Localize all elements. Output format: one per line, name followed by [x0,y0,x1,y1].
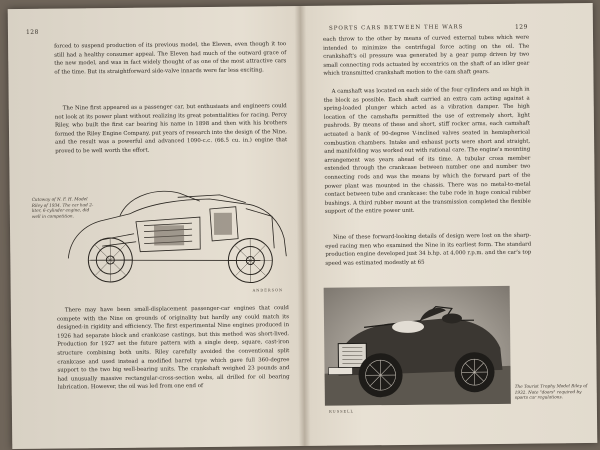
right-page [305,3,598,446]
left-paragraph-1: forced to suspend production of its previous model, the Eleven, even though it too still had a healthy consumer appeal. The Eleven had much of the outward grace of the new model, and was in fact widely thought of as one of the most attractive cars of the time. But its straightforward side-valve innards were far less exciting. [54,41,287,76]
right-photo-caption: The Tourist Trophy Model Riley of 1932. Note "doors" required by sports car regulations. [514,383,588,400]
right-page-number: 129 [514,23,528,31]
right-photo-credit: RUSSELL [328,409,354,414]
left-illustration-credit: ANDERSON [252,288,284,293]
right-paragraph-1: each throw to the other by means of curved external tubes which were intended to minimize the centrifugal force acting on the oil. The crankshaft's oil pressure was generated by a gear pump driven by two small connecting rods actuated by eccentrics on the shaft of an idler gear which transmitted crankshaft motion to the cam shaft gears. [323,34,530,78]
left-page-number: 128 [25,28,39,36]
left-paragraph-2: The Nine first appeared as a passenger car, but enthusiasts and engineers could not look at its power plant without realizing its great potentialities for racing. Percy Riley, who built the first car bearing his name in 1898 and then with his brothers formed the Riley Engine Company, put years of research into the design of the Nine, and the result was a powerful and advanced 1090-c.c. (66.5 cu. in.) engine that proved to be well worth the effort. [54,103,288,155]
book-spread [8,3,598,449]
right-paragraph-2: A camshaft was located on each side of the four cylinders and as high in the block as possible. Each shaft carried an extra cam acting against a spring-loaded plunger which acted as a vibration damper. The high location of the camshafts permitted the use of extremely short, light pushrods. By means of these and short, stiff rocker arms, each camshaft actuated a bank of 90-degree V-inclined valves seated in hemispherical combustion chambers. Intake and exhaust ports were short and straight, and manifolding was worked out with rational care. The engine's mounting arrangement was years ahead of its time. A tubular cross member extended through the crankcase between number one and number two connecting rods and was the means by which the forward part of the power plant was mounted in the chassis. There was no metal-to-metal contact between tube and crankcase: the tube rode in huge conical rubber bushings. A third rubber mount at the transmission completed the flexible support of the entire power unit. [323,86,531,216]
cutaway-car-illustration [60,178,293,288]
left-figure-caption: Cutaway of N. F. H. Model Riley of 1934. The car had 2-liter, 6-cylinder engine, did well in competition. [31,196,94,219]
right-paragraph-3: Nine of these forward-looking details of design were lost on the sharp-eyed racing men who examined the Nine in its earliest form. The standard production engine developed just 34 b.hp. at 4,000 r.p.m. and the car's top speed was estimated modestly at 65 [325,232,532,267]
left-paragraph-3: There may have been small-displacement passenger-car engines that could compete with the Nine on grounds of originality but hardly any could match its designed-in rigidity and efficiency. The first experimental Nine engines produced in 1926 had separate block and crankcase castings, but this method was short-lived. Production for 1927 set the future pattern with a single deep, square, cast-iron structure combining both units. Riley carefully avoided the conventional split crankcase and used instead a modified barrel type which gave full 360-degree support to the two big well-bearing units. The crankshaft weighed 23 pounds and had unusually massive rectangular-cross-section webs, all drilled for oil bearing lubrication. However, the oil was led from one end of [56,305,290,391]
left-page [8,6,301,449]
running-head: SPORTS CARS BETWEEN THE WARS [328,24,464,32]
racing-car-photo [324,286,511,406]
